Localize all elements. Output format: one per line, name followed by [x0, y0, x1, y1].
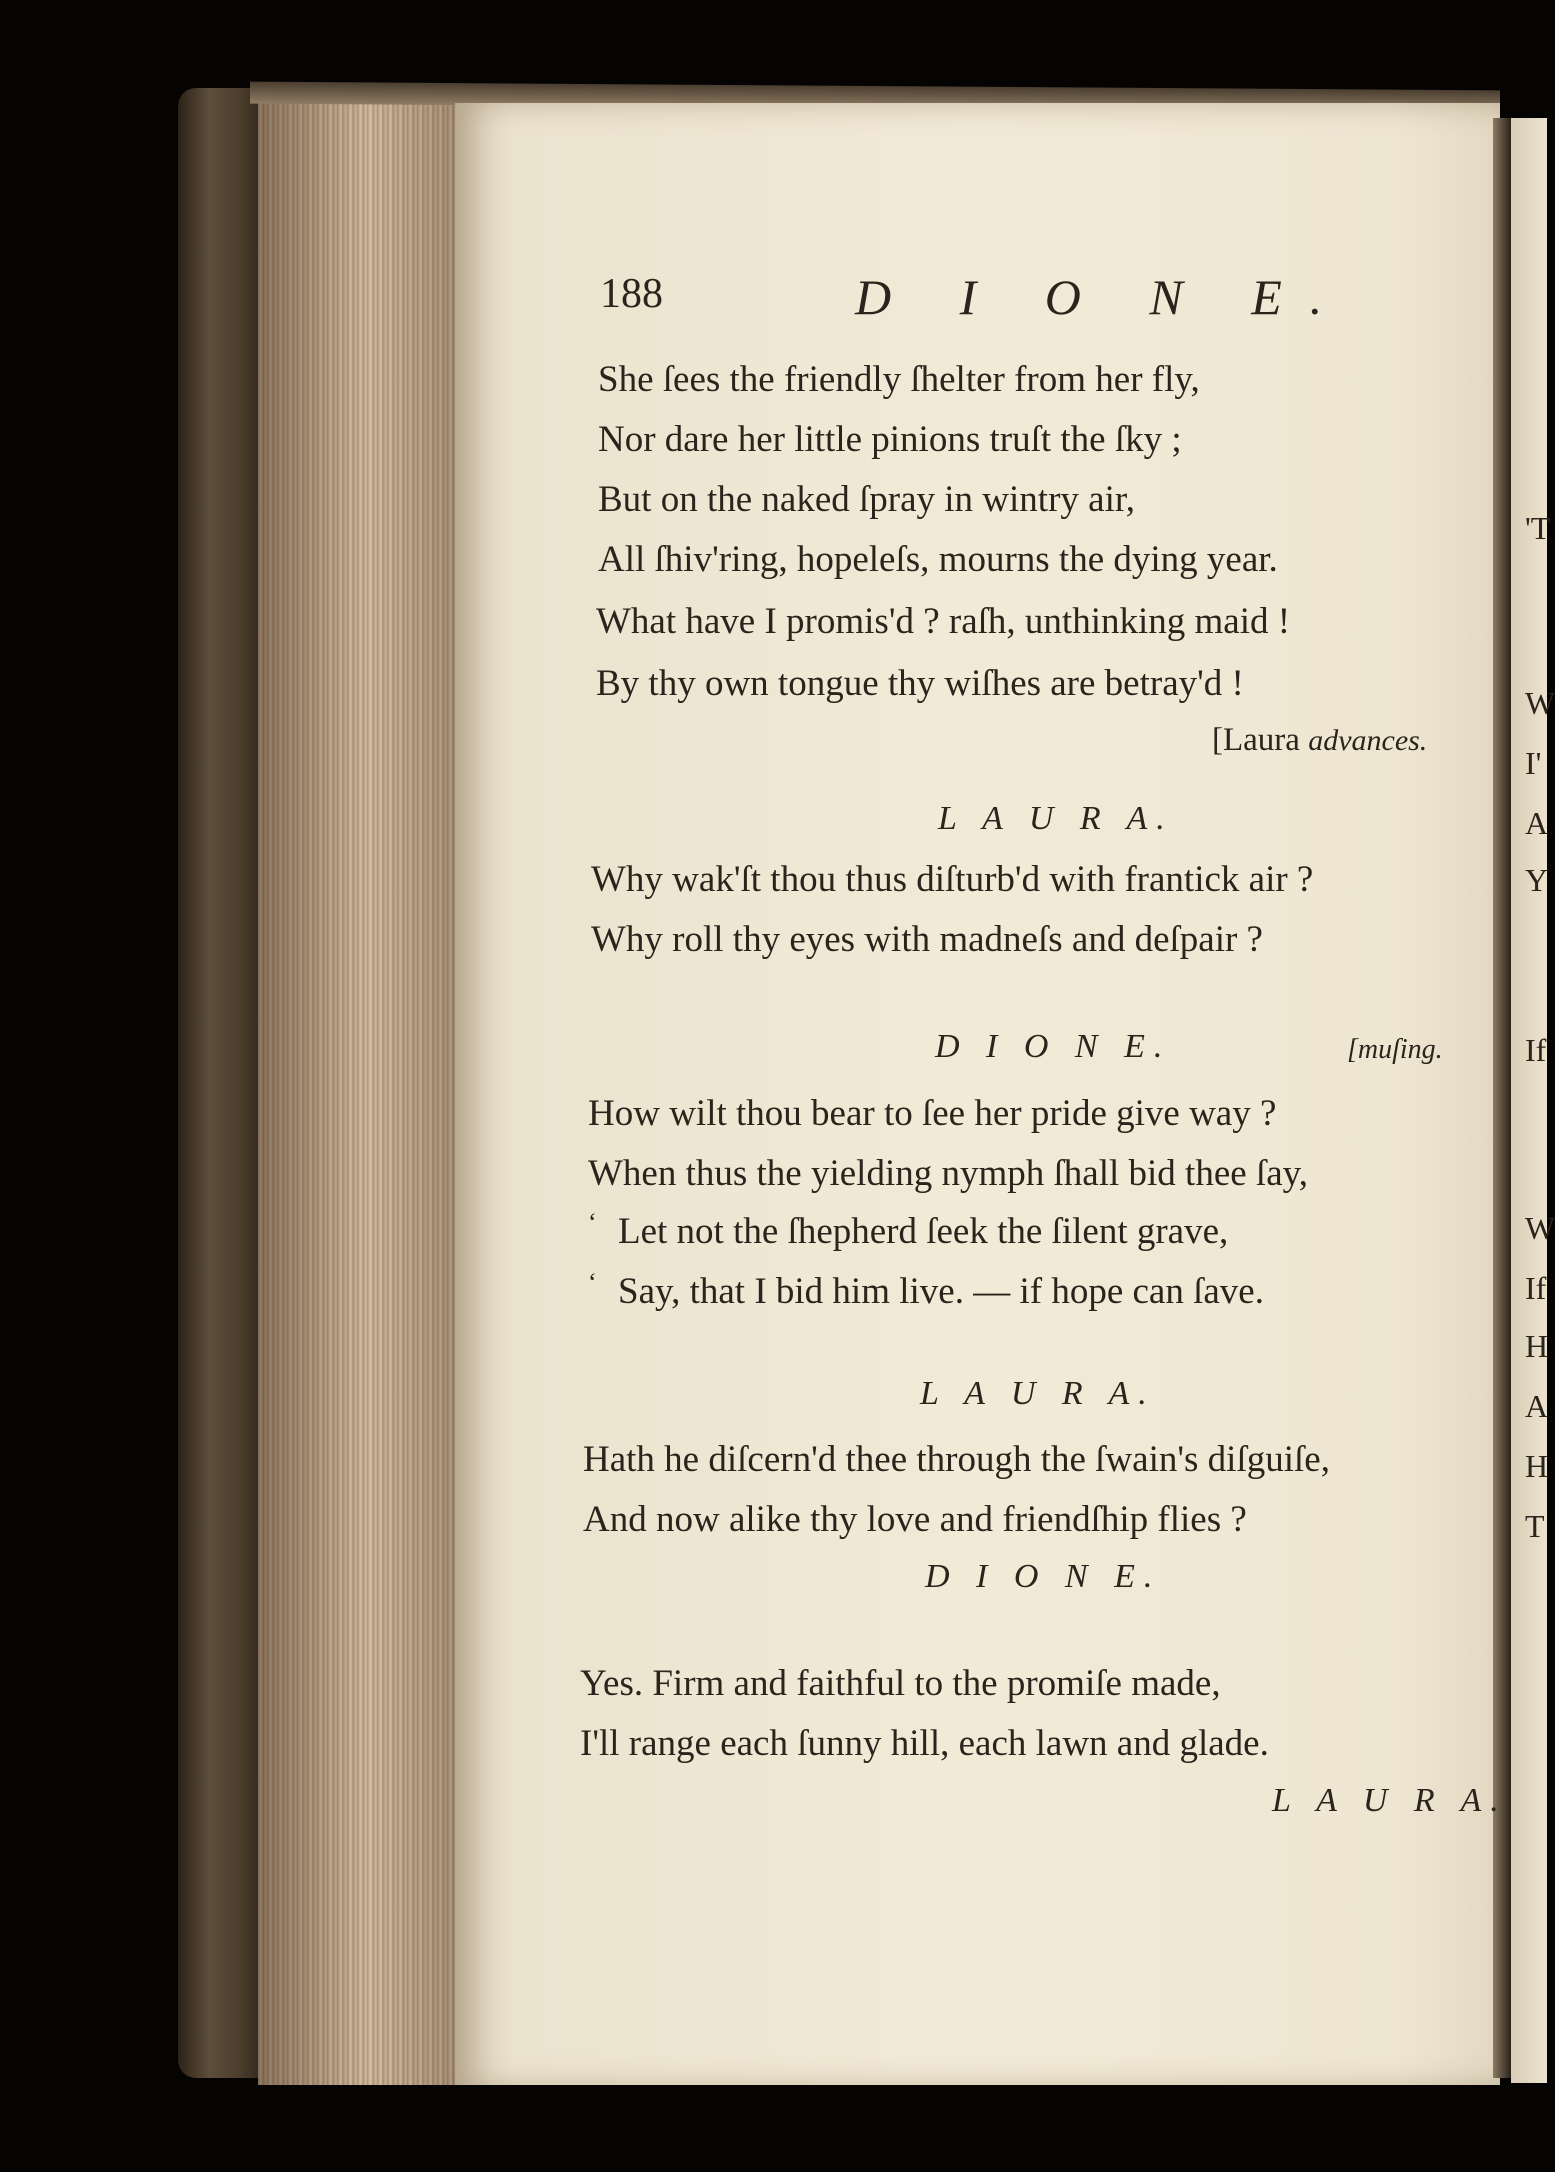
- opposite-page-letter: Y: [1525, 862, 1549, 898]
- verse-line: What have I promis'd ? raſh, unthinking maid !: [596, 601, 1291, 642]
- quotation-mark: ‘: [588, 1208, 597, 1237]
- verse-line: Why roll thy eyes with madneſs and deſpair ?: [591, 919, 1263, 960]
- running-title: D I O N E.: [855, 269, 1351, 325]
- background-bottom: [0, 2085, 1547, 2172]
- page-edges: [258, 100, 458, 2085]
- opposite-page-letter: H: [1525, 1448, 1549, 1484]
- verse-line: Why wak'ſt thou thus diſturb'd with frantick air ?: [591, 859, 1314, 900]
- stage-direction-name: [Laura: [1212, 722, 1300, 758]
- opposite-page-strip: [1511, 118, 1547, 2083]
- catchword: L A U R A.: [1272, 1782, 1508, 1819]
- opposite-page-letter: 'T: [1525, 510, 1551, 546]
- verse-line: Hath he diſcern'd thee through the ſwain's diſguiſe,: [583, 1439, 1330, 1480]
- opposite-page-letter: A: [1525, 1388, 1549, 1424]
- speaker-name: L A U R A.: [920, 1375, 1156, 1412]
- opposite-page-letter: If: [1525, 1032, 1547, 1068]
- stage-direction: [muſing.: [1347, 1034, 1443, 1065]
- verse-line: All ſhiv'ring, hopeleſs, mourns the dying year.: [598, 539, 1278, 580]
- stage-direction-action: advances.: [1308, 724, 1428, 757]
- speaker-name: L A U R A.: [938, 800, 1174, 837]
- opposite-page-letter: T: [1525, 1508, 1545, 1544]
- verse-line: By thy own tongue thy wiſhes are betray'd !: [596, 663, 1244, 704]
- quotation-mark: ‘: [588, 1268, 597, 1297]
- stage-direction: [1212, 722, 1427, 759]
- speaker-name: D I O N E.: [935, 1028, 1172, 1065]
- verse-line: Let not the ſhepherd ſeek the ſilent grave,: [618, 1211, 1229, 1252]
- verse-line: Nor dare her little pinions truſt the ſky ;: [598, 419, 1182, 460]
- verse-line: She ſees the friendly ſhelter from her fly,: [598, 359, 1200, 400]
- verse-line: But on the naked ſpray in wintry air,: [598, 479, 1135, 520]
- opposite-page-letter: W: [1525, 685, 1555, 721]
- opposite-page-letter: A: [1525, 805, 1549, 841]
- speaker-name: D I O N E.: [925, 1558, 1162, 1595]
- opposite-page-letter: W: [1525, 1210, 1555, 1246]
- verse-line: And now alike thy love and friendſhip flies ?: [583, 1499, 1247, 1540]
- opposite-page-letter: I': [1525, 745, 1542, 781]
- verse-line: How wilt thou bear to ſee her pride give way ?: [588, 1093, 1277, 1134]
- verse-line: Say, that I bid him live. — if hope can ſave.: [618, 1271, 1264, 1312]
- verse-line: I'll range each ſunny hill, each lawn and glade.: [580, 1723, 1269, 1764]
- opposite-page-letter: If: [1525, 1270, 1547, 1306]
- book-spine: [178, 88, 268, 2078]
- verse-line: Yes. Firm and faithful to the promiſe made,: [580, 1663, 1221, 1704]
- page-number: 188: [600, 271, 663, 317]
- opposite-page-letter: H: [1525, 1328, 1549, 1364]
- verse-line: When thus the yielding nymph ſhall bid thee ſay,: [588, 1153, 1308, 1194]
